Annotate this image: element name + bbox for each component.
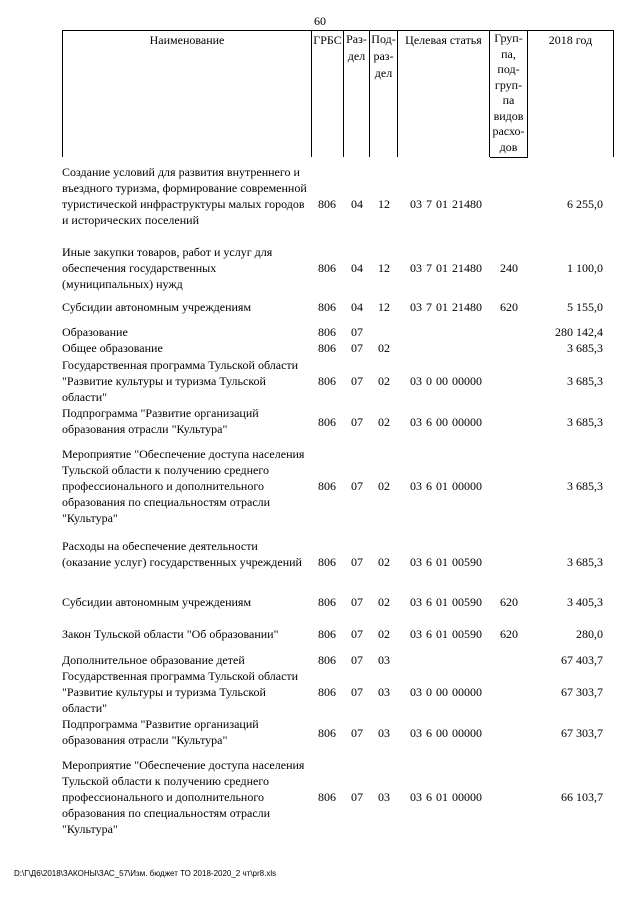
row-grbs: 806 bbox=[318, 790, 336, 804]
column-header-razdel: Раз- дел bbox=[344, 30, 370, 157]
file-path-footer: D:\Г\Д6\2018\ЗАКОНЫ\ЗАС_57\Изм. бюджет ТО 2018-2020_2 чт\pr8.xls bbox=[14, 869, 277, 878]
row-sum: 67 403,7 bbox=[561, 653, 603, 667]
column-header-podrazdel: Под- раз- дел bbox=[370, 30, 398, 157]
page-number: 60 bbox=[314, 14, 326, 28]
row-target: 03 6 00 00000 bbox=[410, 415, 482, 429]
row-podrazdel: 12 bbox=[378, 261, 390, 275]
row-group: 620 bbox=[500, 627, 518, 641]
row-razdel: 07 bbox=[351, 653, 363, 667]
row-sum: 280 142,4 bbox=[555, 325, 603, 339]
row-group: 620 bbox=[500, 595, 518, 609]
row-podrazdel: 02 bbox=[378, 415, 390, 429]
row-target: 03 6 00 00000 bbox=[410, 726, 482, 740]
row-sum: 66 103,7 bbox=[561, 790, 603, 804]
row-grbs: 806 bbox=[318, 653, 336, 667]
row-podrazdel: 02 bbox=[378, 555, 390, 569]
row-group: 240 bbox=[500, 261, 518, 275]
row-name: Мероприятие "Обеспечение доступа населения Тульской области к получению среднего профессионального и дополнительного образования по специальностям отрасли "Культура" bbox=[62, 758, 305, 836]
row-podrazdel: 03 bbox=[378, 685, 390, 699]
row-sum: 1 100,0 bbox=[567, 261, 603, 275]
row-target: 03 7 01 21480 bbox=[410, 300, 482, 314]
row-sum: 67 303,7 bbox=[561, 685, 603, 699]
row-sum: 3 685,3 bbox=[567, 415, 603, 429]
row-razdel: 07 bbox=[351, 685, 363, 699]
row-grbs: 806 bbox=[318, 479, 336, 493]
row-razdel: 04 bbox=[351, 261, 363, 275]
row-sum: 67 303,7 bbox=[561, 726, 603, 740]
row-name: Создание условий для развития внутреннего и въездного туризма, формирование современной туристической инфраструктуры малых городов и исторических поселений bbox=[62, 165, 307, 227]
row-podrazdel: 02 bbox=[378, 374, 390, 388]
row-name: Иные закупки товаров, работ и услуг для обеспечения государственных (муниципальных) нужд bbox=[62, 245, 273, 291]
row-sum: 3 685,3 bbox=[567, 555, 603, 569]
row-target: 03 6 01 00590 bbox=[410, 555, 482, 569]
row-grbs: 806 bbox=[318, 374, 336, 388]
row-target: 03 7 01 21480 bbox=[410, 261, 482, 275]
row-razdel: 07 bbox=[351, 415, 363, 429]
row-podrazdel: 02 bbox=[378, 341, 390, 355]
row-podrazdel: 12 bbox=[378, 300, 390, 314]
row-name: Государственная программа Тульской области "Развитие культуры и туризма Тульской области" bbox=[62, 669, 299, 715]
row-sum: 6 255,0 bbox=[567, 197, 603, 211]
row-podrazdel: 03 bbox=[378, 726, 390, 740]
column-header-name: Наименование bbox=[62, 30, 312, 157]
column-header-group: Груп- па, под- груп- па видов расхо- дов bbox=[490, 30, 528, 157]
row-target: 03 7 01 21480 bbox=[410, 197, 482, 211]
row-target: 03 6 01 00590 bbox=[410, 627, 482, 641]
row-sum: 3 685,3 bbox=[567, 374, 603, 388]
row-target: 03 0 00 00000 bbox=[410, 374, 482, 388]
row-razdel: 07 bbox=[351, 555, 363, 569]
row-sum: 3 405,3 bbox=[567, 595, 603, 609]
row-razdel: 07 bbox=[351, 627, 363, 641]
row-grbs: 806 bbox=[318, 300, 336, 314]
row-name: Субсидии автономным учреждениям bbox=[62, 300, 252, 314]
row-razdel: 07 bbox=[351, 341, 363, 355]
row-group: 620 bbox=[500, 300, 518, 314]
row-target: 03 6 01 00000 bbox=[410, 790, 482, 804]
row-grbs: 806 bbox=[318, 555, 336, 569]
row-grbs: 806 bbox=[318, 261, 336, 275]
row-grbs: 806 bbox=[318, 415, 336, 429]
row-target: 03 6 01 00590 bbox=[410, 595, 482, 609]
row-sum: 5 155,0 bbox=[567, 300, 603, 314]
row-sum: 3 685,3 bbox=[567, 341, 603, 355]
row-name: Расходы на обеспечение деятельности (оказание услуг) государственных учреждений bbox=[62, 539, 302, 569]
row-grbs: 806 bbox=[318, 726, 336, 740]
row-razdel: 07 bbox=[351, 374, 363, 388]
row-grbs: 806 bbox=[318, 325, 336, 339]
row-grbs: 806 bbox=[318, 627, 336, 641]
row-razdel: 07 bbox=[351, 790, 363, 804]
column-header-grbs: ГРБС bbox=[312, 30, 344, 157]
row-razdel: 07 bbox=[351, 726, 363, 740]
row-razdel: 07 bbox=[351, 595, 363, 609]
row-podrazdel: 02 bbox=[378, 479, 390, 493]
row-name: Закон Тульской области "Об образовании" bbox=[62, 627, 279, 641]
row-grbs: 806 bbox=[318, 341, 336, 355]
column-header-year: 2018 год bbox=[528, 30, 614, 157]
row-podrazdel: 12 bbox=[378, 197, 390, 211]
row-podrazdel: 03 bbox=[378, 790, 390, 804]
row-sum: 3 685,3 bbox=[567, 479, 603, 493]
row-target: 03 6 01 00000 bbox=[410, 479, 482, 493]
row-name: Подпрограмма "Развитие организаций образования отрасли "Культура" bbox=[62, 717, 259, 747]
row-name: Общее образование bbox=[62, 341, 163, 355]
row-name: Государственная программа Тульской области "Развитие культуры и туризма Тульской области" bbox=[62, 358, 299, 404]
row-sum: 280,0 bbox=[576, 627, 603, 641]
row-razdel: 04 bbox=[351, 300, 363, 314]
column-header-target: Целевая статья bbox=[398, 30, 490, 157]
row-podrazdel: 02 bbox=[378, 627, 390, 641]
row-name: Дополнительное образование детей bbox=[62, 653, 245, 667]
row-name: Субсидии автономным учреждениям bbox=[62, 595, 252, 609]
row-target: 03 0 00 00000 bbox=[410, 685, 482, 699]
row-podrazdel: 02 bbox=[378, 595, 390, 609]
row-podrazdel: 03 bbox=[378, 653, 390, 667]
row-razdel: 04 bbox=[351, 197, 363, 211]
row-grbs: 806 bbox=[318, 197, 336, 211]
row-grbs: 806 bbox=[318, 595, 336, 609]
row-grbs: 806 bbox=[318, 685, 336, 699]
row-name: Мероприятие "Обеспечение доступа населения Тульской области к получению среднего профессионального и дополнительного образования по специальностям отрасли "Культура" bbox=[62, 447, 305, 525]
row-razdel: 07 bbox=[351, 325, 363, 339]
row-name: Образование bbox=[62, 325, 128, 339]
row-name: Подпрограмма "Развитие организаций образования отрасли "Культура" bbox=[62, 406, 259, 436]
row-razdel: 07 bbox=[351, 479, 363, 493]
